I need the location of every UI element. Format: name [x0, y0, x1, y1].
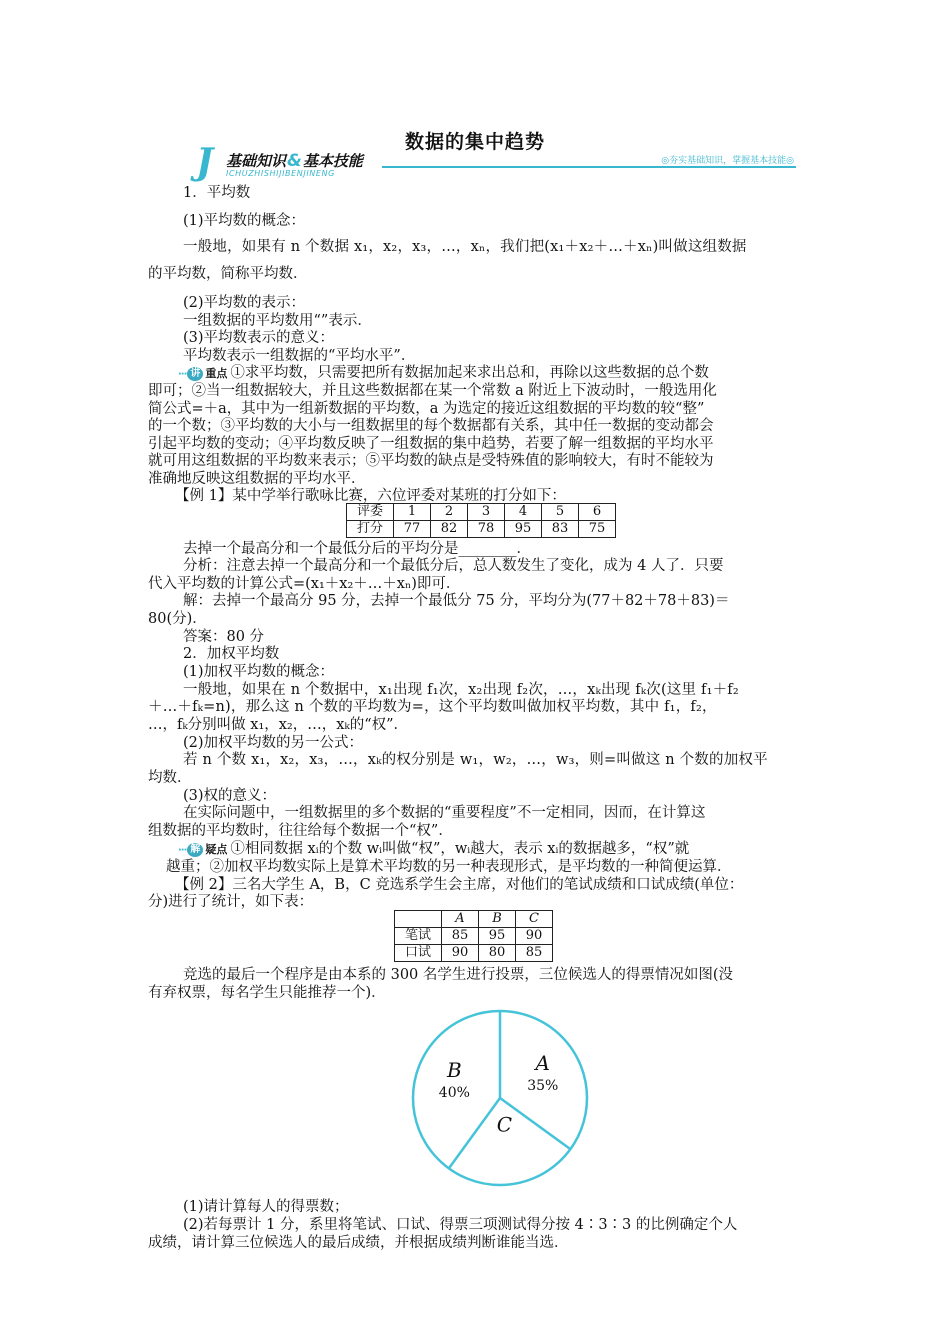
table-cell: 1: [394, 504, 431, 521]
text-line: 一组数据的平均数用“”表示．: [183, 313, 372, 329]
table-cell: 83: [542, 521, 579, 538]
text-line: (1)平均数的概念：: [183, 213, 306, 229]
tag-dots-icon: ···: [178, 369, 187, 380]
banner-text-1: 基础知识: [226, 152, 287, 170]
text-line: 有弃权票，每名学生只能推荐一个)．: [148, 985, 386, 1001]
table-cell: 85: [442, 928, 479, 945]
table-cell: 评委: [347, 504, 394, 521]
doubt-point-tag: [178, 840, 227, 860]
pie-label-A: A: [535, 1051, 550, 1076]
pie-value-B: 40%: [438, 1085, 470, 1102]
pie-slice-boundary: [449, 1098, 500, 1168]
text-line: (1)加权平均数的概念：: [183, 664, 335, 680]
text-line: 的平均数，简称平均数．: [148, 266, 308, 282]
key-point-tag: [178, 364, 227, 384]
text-line: 组数据的平均数时，往往给每个数据一个“权”．: [148, 823, 453, 839]
pie-label-C: C: [496, 1112, 513, 1137]
heading-mean: 1．平均数: [183, 185, 251, 201]
table-cell: C: [516, 911, 553, 928]
question-2-line: (2)若每票计 1 分，系里将笔试、口试、得票三项测试得分按 4∶3∶3 的比例确定个人: [183, 1217, 738, 1233]
table-cell: 6: [579, 504, 616, 521]
text-line: 均数．: [148, 770, 192, 786]
question-line: 去掉一个最高分和一个最低分后的平均分是________．: [183, 541, 531, 557]
doubt-point-line: [178, 840, 689, 860]
text-line: 越重；②加权平均数实际上是算术平均数的另一种表现形式，是平均数的一种简便运算．: [166, 859, 732, 875]
text-line: 竞选的最后一个程序是由本系的 300 名学生进行投票，三位候选人的得票情况如图(没: [183, 967, 734, 983]
text-line: 在实际问题中，一组数据里的多个数据的“重要程度”不一定相同，因而，在计算这: [183, 805, 706, 821]
pie-label-B: B: [446, 1058, 462, 1083]
text-line: (2)加权平均数的另一公式：: [183, 735, 364, 751]
text-line: 一般地，如果在 n 个数据中，x₁出现 f₁次，x₂出现 f₂次，…，xₖ出现 fₖ次(这里 f₁＋f₂: [183, 682, 739, 698]
table-cell: 78: [468, 521, 505, 538]
text-line: (3)权的意义：: [183, 788, 277, 804]
tag-swirl-icon: 讲: [187, 367, 203, 381]
banner-letter: J: [196, 141, 214, 183]
example-2-line: 【例 2】三名大学生 A，B，C 竞选系学生会主席，对他们的笔试成绩和口试成绩(单位：: [175, 877, 744, 893]
table-cell: 95: [479, 928, 516, 945]
table-cell: 80: [479, 945, 516, 962]
text-line: 若 n 个数 x₁，x₂，x₃，…，xₖ的权分别是 w₁，w₂，…，w₃，则=叫做这 n 个数的加权平: [183, 752, 768, 768]
text-line: (3)平均数表示的意义：: [183, 330, 335, 346]
tag-swirl-icon: 解: [187, 843, 203, 857]
text-line: 平均数表示一组数据的“平均水平”．: [183, 348, 416, 364]
text-line: 简公式=＋a，其中为一组新数据的平均数，a 为选定的接近这组数据的平均数的较“整”: [148, 401, 705, 417]
text-line: 准确地反映这组数据的平均水平．: [148, 471, 366, 487]
table-cell: 2: [431, 504, 468, 521]
text-line: 分析：注意去掉一个最高分和一个最低分后，总人数发生了变化，成为 4 人了．只要: [183, 558, 724, 574]
question-1-line: (1)请计算每人的得票数；: [183, 1199, 349, 1215]
heading-weighted-mean: 2．加权平均数: [183, 646, 280, 662]
banner-pinyin: ICHUZHISHIJIBENJINENG: [226, 169, 335, 178]
page-title: 数据的集中趋势: [404, 131, 545, 153]
text-line: 引起平均数的变动；④平均数反映了一组数据的集中趋势，若要了解一组数据的平均水平: [148, 436, 714, 452]
table-row: [395, 911, 553, 928]
table-cell: 笔试: [395, 928, 442, 945]
banner-amp: &: [287, 151, 302, 171]
table-row: [347, 521, 616, 538]
key-point-label: 重点: [205, 367, 228, 380]
text-line: 成绩，请计算三位候选人的最后成绩，并根据成绩判断谁能当选．: [148, 1235, 569, 1251]
tag-dots-icon: ···: [178, 845, 187, 856]
text-line: 的一个数；③平均数的大小与一组数据里的每个数据都有关系，其中任一数据的变动都会: [148, 418, 714, 434]
table-cell: 90: [442, 945, 479, 962]
score-table-1: [346, 503, 616, 538]
table-cell: 4: [505, 504, 542, 521]
table-cell: 3: [468, 504, 505, 521]
table-cell: 85: [516, 945, 553, 962]
table-cell: 75: [579, 521, 616, 538]
score-table-2: [394, 910, 553, 962]
table-cell: 82: [431, 521, 468, 538]
table-cell: [395, 911, 442, 928]
table-row: [395, 945, 553, 962]
doubt-point-label: 疑点: [205, 843, 228, 856]
table-cell: A: [442, 911, 479, 928]
text-line: ①求平均数，只需要把所有数据加起来求出总和，再除以这些数据的总个数: [230, 365, 709, 381]
table-cell: B: [479, 911, 516, 928]
banner-rule: [382, 166, 796, 168]
answer-line: 答案：80 分: [183, 629, 265, 645]
text-line: …，fₖ分别叫做 x₁，x₂，…，xₖ的“权”．: [148, 717, 409, 733]
text-line: 即可；②当一组数据较大，并且这些数据都在某一个常数 a 附近上下波动时，一般选用化: [148, 383, 717, 399]
banner-left-text: [226, 150, 363, 171]
text-line: 解：去掉一个最高分 95 分，去掉一个最低分 75 分，平均分为(77＋82＋78＋83)＝: [183, 593, 730, 609]
example-1-line: 【例 1】某中学举行歌咏比赛，六位评委对某班的打分如下：: [175, 488, 566, 504]
table-cell: 95: [505, 521, 542, 538]
table-cell: 5: [542, 504, 579, 521]
table-cell: 77: [394, 521, 431, 538]
key-point-line: [178, 364, 709, 384]
table-cell: 90: [516, 928, 553, 945]
table-cell: 口试: [395, 945, 442, 962]
pie-value-A: 35%: [527, 1078, 559, 1095]
text-line: 80(分)．: [148, 611, 207, 627]
banner-right-text: ◎夯实基础知识，掌握基本技能◎: [661, 156, 794, 166]
text-line: 分)进行了统计，如下表：: [148, 894, 314, 910]
text-line: ①相同数据 xᵢ的个数 wᵢ叫做“权”，wᵢ越大，表示 xᵢ的数据越多，“权”就: [230, 841, 690, 857]
vote-pie-chart: [410, 1008, 590, 1188]
text-line: 代入平均数的计算公式=(x₁＋x₂＋…＋xₙ)即可．: [148, 576, 461, 592]
table-row: [395, 928, 553, 945]
banner-text-2: 基本技能: [302, 152, 363, 170]
text-line: ＋…＋fₖ=n)，那么这 n 个数的平均数为=，这个平均数叫做加权平均数，其中 f₁，f₂，: [148, 699, 717, 715]
table-cell: 打分: [347, 521, 394, 538]
text-line: 一般地，如果有 n 个数据 x₁，x₂，x₃，…，xₙ，我们把(x₁＋x₂＋…＋xₙ)叫做这组数据: [183, 239, 747, 255]
table-row: [347, 504, 616, 521]
text-line: (2)平均数的表示：: [183, 295, 306, 311]
text-line: 就可用这组数据的平均数来表示；⑤平均数的缺点是受特殊值的影响较大，有时不能较为: [148, 453, 714, 469]
